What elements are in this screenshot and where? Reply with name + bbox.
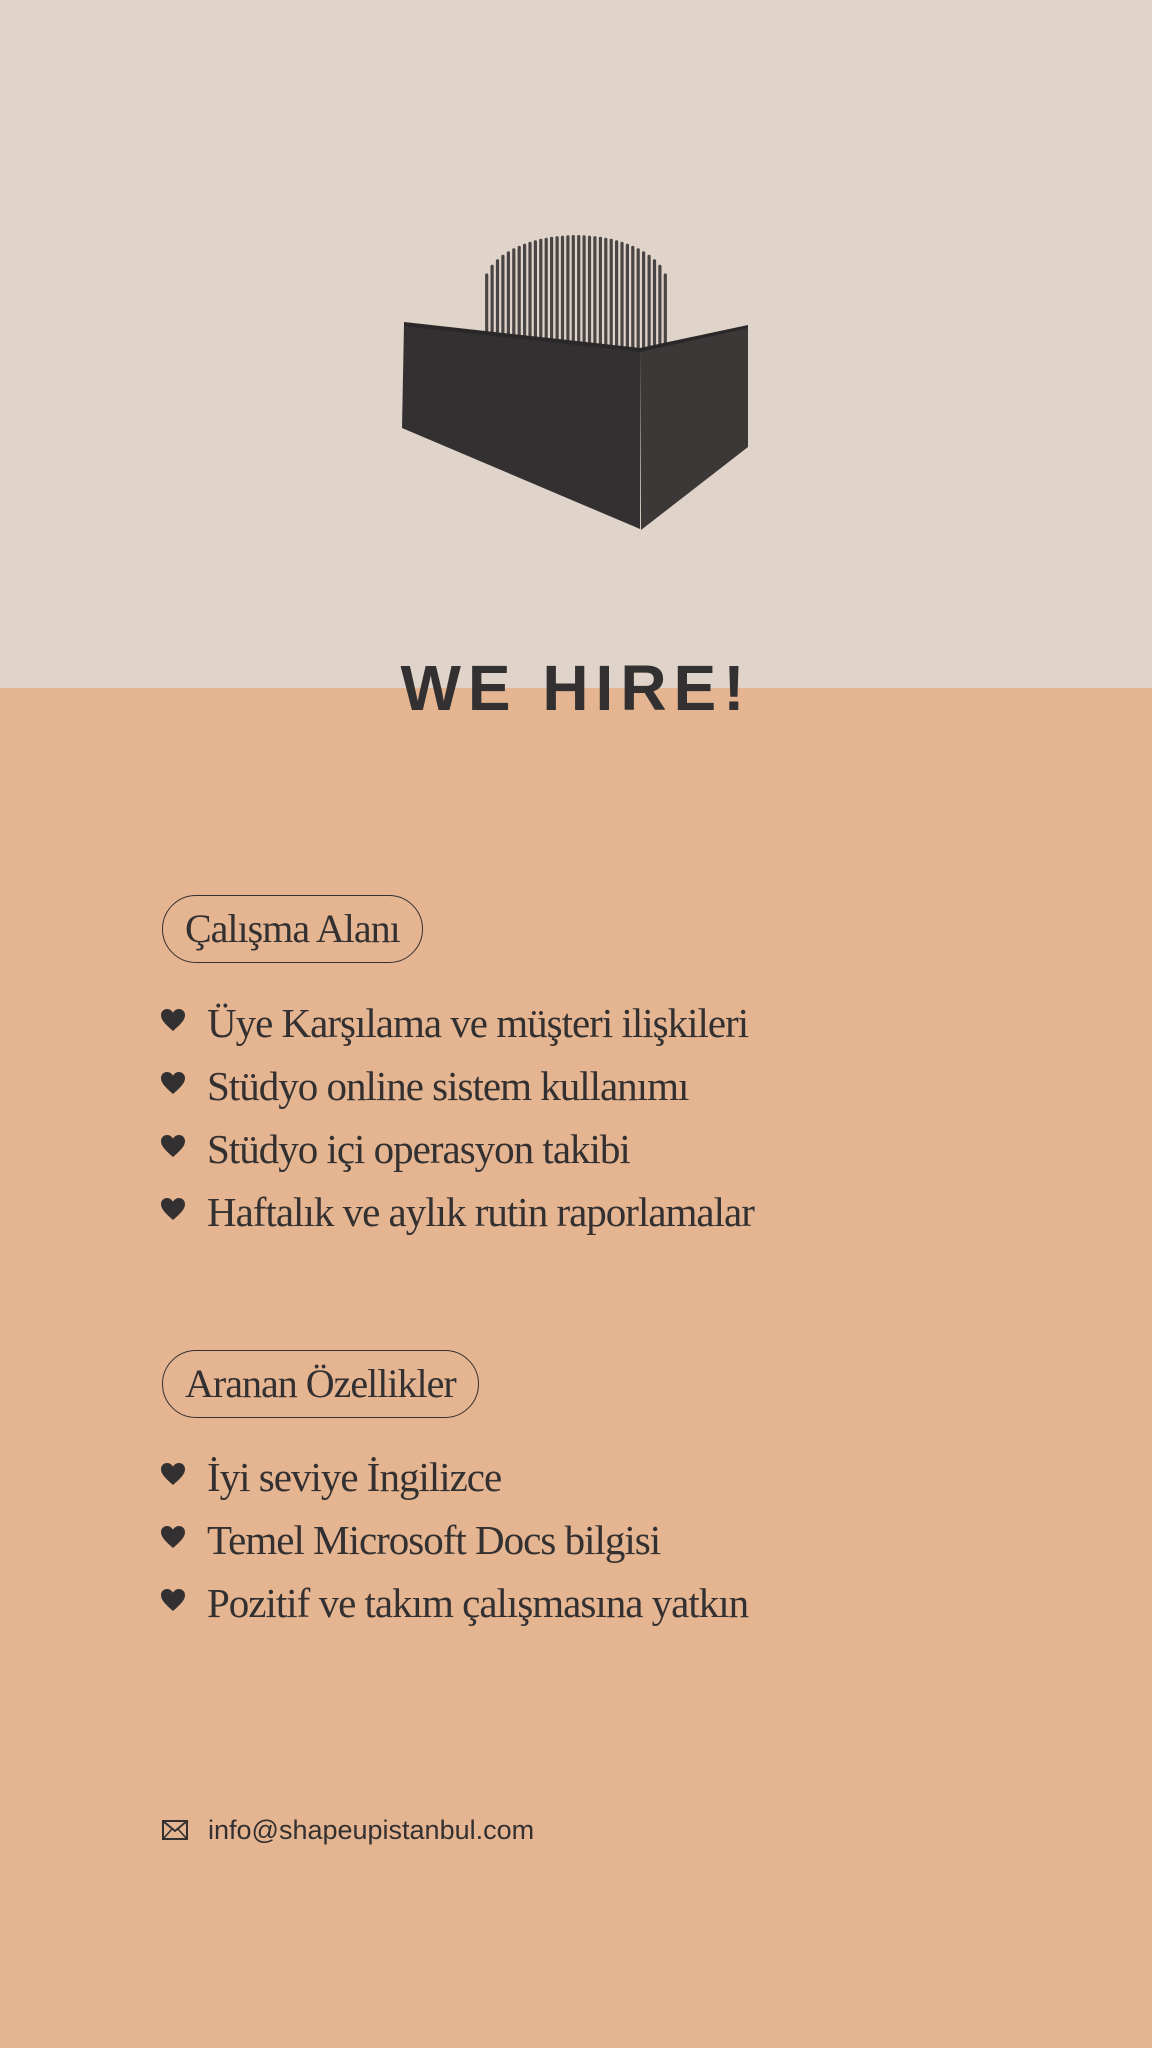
list-item: [160, 1055, 754, 1118]
logo-bar: [556, 236, 559, 350]
work-area-list: [160, 992, 754, 1244]
list-item: [160, 1446, 748, 1509]
logo-bar: [620, 242, 623, 350]
list-item: [160, 1572, 748, 1635]
logo-bar: [539, 239, 542, 350]
heart-icon: [160, 1071, 186, 1095]
logo-bar: [648, 255, 651, 350]
list-item-label: Temel Microsoft Docs bilgisi: [207, 1517, 661, 1563]
envelope-icon: [162, 1820, 188, 1840]
logo-bar: [572, 235, 575, 350]
logo-bar: [642, 251, 645, 350]
logo-bar: [664, 273, 667, 350]
logo-bar: [534, 240, 537, 350]
logo-bar: [583, 235, 586, 350]
email-address[interactable]: info@shapeupistanbul.com: [208, 1814, 535, 1845]
section-title-calisma-alani: Çalışma Alanı: [162, 895, 423, 963]
logo-bar: [523, 244, 526, 350]
page-title: WE HIRE!: [400, 652, 752, 724]
logo-bar: [658, 265, 661, 350]
logo-bar: [550, 237, 553, 350]
logo-bar: [637, 248, 640, 350]
logo-bar: [566, 235, 569, 350]
heart-icon: [160, 1008, 186, 1032]
logo-bar: [561, 236, 564, 350]
logo-bar: [545, 238, 548, 350]
heart-icon: [160, 1588, 186, 1612]
requirements-list: [160, 1446, 748, 1635]
list-item-label: Üye Karşılama ve müşteri ilişkileri: [207, 1000, 749, 1046]
contact-email[interactable]: [162, 1812, 534, 1848]
logo-bar: [610, 239, 613, 350]
logo-bar: [615, 240, 618, 350]
list-item: [160, 1181, 754, 1244]
heart-icon: [160, 1462, 186, 1486]
list-item-label: Pozitif ve takım çalışmasına yatkın: [207, 1580, 749, 1626]
logo-bar: [626, 244, 629, 350]
section-title-aranan-ozellikler: Aranan Özellikler: [162, 1350, 479, 1418]
list-item: [160, 992, 754, 1055]
list-item-label: Stüdyo içi operasyon takibi: [207, 1126, 630, 1172]
heart-icon: [160, 1197, 186, 1221]
logo-bar: [577, 235, 580, 350]
heart-icon: [160, 1134, 186, 1158]
list-item: [160, 1118, 754, 1181]
list-item-label: İyi seviye İngilizce: [207, 1454, 502, 1500]
logo-bar: [631, 246, 634, 350]
list-item: [160, 1509, 748, 1572]
logo-bar: [528, 242, 531, 350]
logo-bar: [588, 236, 591, 350]
logo-bar: [653, 259, 656, 350]
logo-bar: [593, 236, 596, 350]
list-item-label: Stüdyo online sistem kullanımı: [207, 1063, 689, 1109]
logo-bar: [599, 237, 602, 350]
logo-bar: [604, 238, 607, 350]
list-item-label: Haftalık ve aylık rutin raporlamalar: [207, 1189, 754, 1235]
heart-icon: [160, 1525, 186, 1549]
logo-bar: [518, 246, 521, 350]
shapeup-studio-logo-icon: [400, 210, 752, 540]
